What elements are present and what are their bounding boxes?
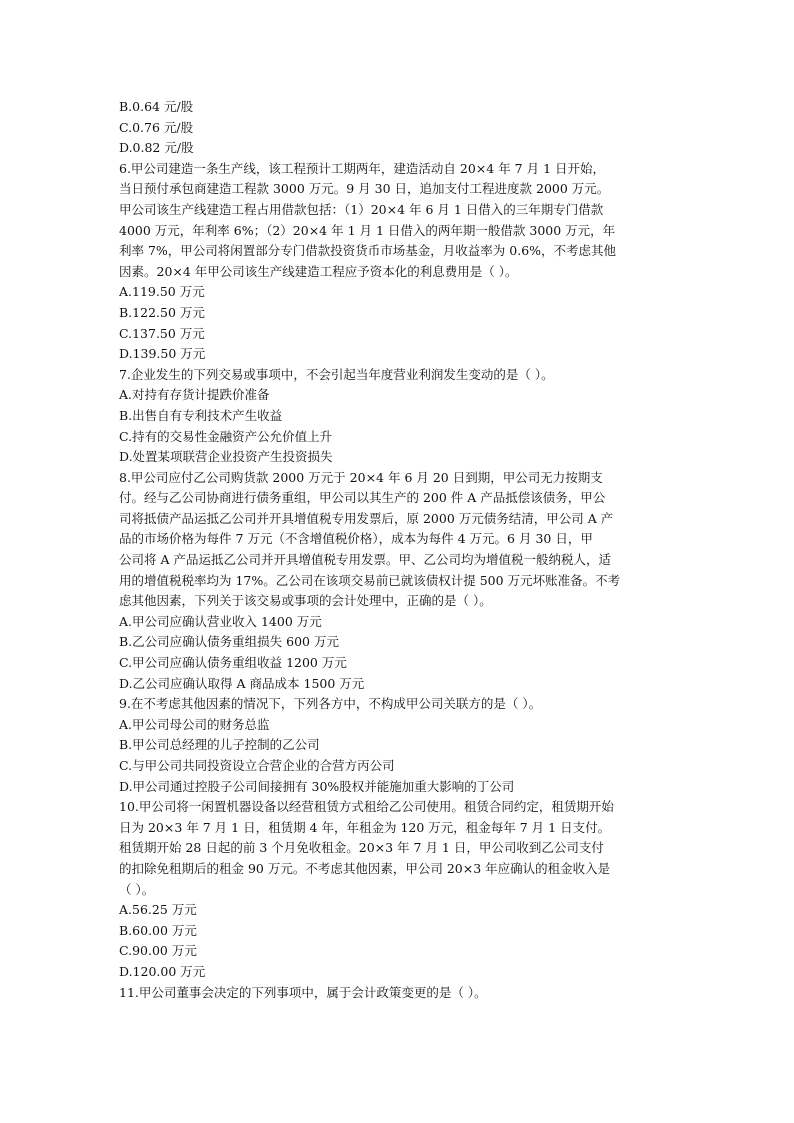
option-b-q9: B.甲公司总经理的儿子控制的乙公司: [119, 737, 320, 753]
option-d-q5: D.0.82 元/股: [119, 140, 194, 156]
option-c-q8: C.甲公司应确认债务重组收益 1200 万元: [119, 655, 347, 671]
question-11-text: 11.甲公司董事会决定的下列事项中，属于会计政策变更的是（ ）。: [119, 984, 487, 1000]
option-a-q8: A.甲公司应确认营业收入 1400 万元: [119, 613, 322, 629]
option-c-q6: C.137.50 万元: [119, 325, 205, 341]
question-10-text: 租赁期开始 28 日起的前 3 个月免收租金。20×3 年 7 月 1 日，甲公司收到乙公司支付: [119, 840, 604, 856]
option-d-q10: D.120.00 万元: [119, 963, 206, 979]
question-6-text: 甲公司该生产线建造工程占用借款包括：（1）20×4 年 6 月 1 日借入的三年期专门借款: [119, 201, 604, 217]
question-10-text: 的扣除免租期后的租金 90 万元。不考虑其他因素，甲公司 20×3 年应确认的租金收入是: [119, 860, 611, 876]
option-d-q7: D.处置某项联营企业投资产生投资损失: [119, 449, 333, 465]
question-8-text: 8.甲公司应付乙公司购货款 2000 万元于 20×4 年 6 月 20 日到期，甲公司无力按期支: [119, 469, 603, 485]
question-10-text: 10.甲公司将一闲置机器设备以经营租赁方式租给乙公司使用。租赁合同约定，租赁期开始: [119, 799, 614, 815]
question-8-text: 公司将 A 产品运抵乙公司并开具增值税专用发票。甲、乙公司均为增值税一般纳税人，适: [119, 552, 611, 568]
question-10-text: （ ）。: [119, 881, 155, 897]
question-6-text: 因素。20×4 年甲公司该生产线建造工程应予资本化的利息费用是（ ）。: [119, 263, 518, 279]
question-8-text: 用的增值税税率均为 17%。乙公司在该项交易前已就该债权计提 500 万元坏账准备。不考: [119, 572, 621, 588]
question-6-text: 4000 万元，年利率 6%；（2）20×4 年 1 月 1 日借入的两年期一般借款 3000 万元，年: [119, 222, 616, 238]
question-10-text: 日为 20×3 年 7 月 1 日，租赁期 4 年，年租金为 120 万元，租金每年 7 月 1 日支付。: [119, 819, 611, 835]
option-c-q9: C.与甲公司共同投资设立合营企业的合营方丙公司: [119, 758, 395, 773]
option-c-q7: C.持有的交易性金融资产公允价值上升: [119, 428, 333, 444]
option-b-q5: B.0.64 元/股: [119, 99, 194, 114]
option-a-q9: A.甲公司母公司的财务总监: [119, 716, 270, 732]
question-8-text: 付。经与乙公司协商进行债务重组，甲公司以其生产的 200 件 A 产品抵偿该债务，甲公: [119, 490, 606, 506]
question-8-text: 品的市场价格为每件 7 万元（不含增值税价格），成本为每件 4 万元。6 月 30 日，甲: [119, 531, 593, 547]
question-6-text: 利率 7%，甲公司将闲置部分专门借款投资货币市场基金，月收益率为 0.6%，不考虑其他: [119, 243, 617, 259]
question-8-text: 虑其他因素，下列关于该交易或事项的会计处理中，正确的是（ ）。: [119, 593, 492, 609]
option-d-q6: D.139.50 万元: [119, 346, 206, 362]
option-a-q10: A.56.25 万元: [119, 902, 197, 918]
option-b-q8: B.乙公司应确认债务重组损失 600 万元: [119, 634, 339, 650]
document-page: [119, 97, 684, 1003]
question-6-text: 6.甲公司建造一条生产线，该工程预计工期两年，建造活动自 20×4 年 7 月 1 日开始，: [119, 160, 606, 176]
option-d-q9: D.甲公司通过控股子公司间接拥有 30%股权并能施加重大影响的丁公司: [119, 778, 515, 794]
question-8-text: 司将抵债产品运抵乙公司并开具增值税专用发票后，原 2000 万元债务结清，甲公司 A 产: [119, 510, 614, 526]
option-a-q7: A.对持有存货计提跌价准备: [119, 387, 270, 403]
option-b-q10: B.60.00 万元: [119, 922, 197, 938]
option-a-q6: A.119.50 万元: [119, 284, 205, 300]
question-7-text: 7.企业发生的下列交易或事项中，不会引起当年度营业利润发生变动的是（ ）。: [119, 366, 554, 382]
question-6-text: 当日预付承包商建造工程款 3000 万元。9 月 30 日，追加支付工程进度款 2000 万元。: [119, 181, 610, 197]
option-b-q7: B.出售自有专利技术产生收益: [119, 407, 283, 423]
option-c-q5: C.0.76 元/股: [119, 119, 194, 135]
question-9-text: 9.在不考虑其他因素的情况下，下列各方中，不构成甲公司关联方的是（ ）。: [119, 696, 542, 712]
option-c-q10: C.90.00 万元: [119, 943, 197, 959]
option-d-q8: D.乙公司应确认取得 A 商品成本 1500 万元: [119, 675, 365, 691]
option-b-q6: B.122.50 万元: [119, 304, 205, 320]
